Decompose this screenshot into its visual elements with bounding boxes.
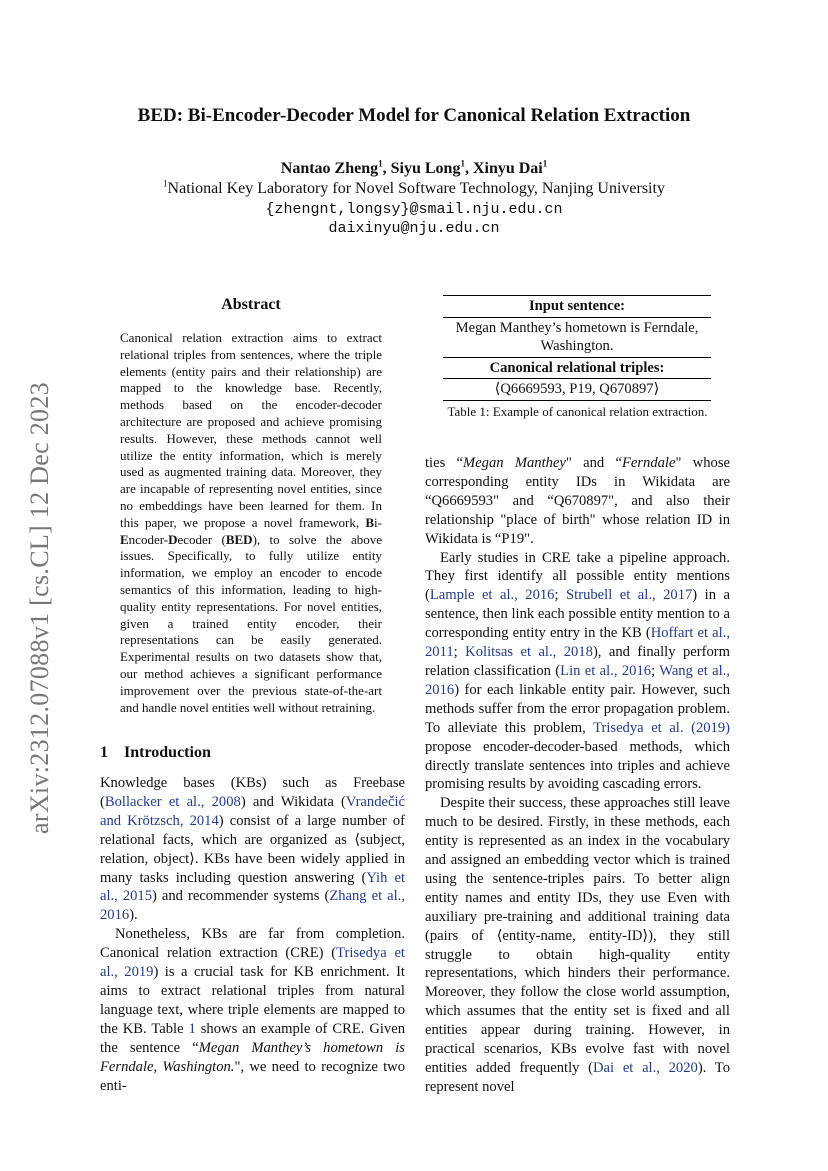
left-column-text (100, 774, 405, 1095)
email-line: {zhengnt,longsy}@smail.nju.edu.cn (265, 201, 563, 218)
email-line: daixinyu@nju.edu.cn (328, 220, 500, 237)
author-name: Nantao Zheng (280, 160, 379, 177)
text-run: " whose corresponding entity IDs in Wikidata are “Q6669593" and “Q670897", and also their relationship "place of birth" whose relation ID in Wikidata is “P19". (425, 455, 730, 547)
text-run: Megan Manthey (463, 455, 566, 471)
author-list: Nantao Zheng$^1$, Siyu Long$^1$, Xinyu Dai$^1$ (280, 158, 548, 177)
text-run: shows an example of CRE. Given the sentence “ (100, 1020, 405, 1056)
table-header-input: Input sentence: (443, 296, 711, 318)
citation-link[interactable]: Wang et al., 2016 (425, 662, 730, 698)
citation-link[interactable]: 1 (188, 1020, 196, 1037)
affiliation-text: National Key Laboratory for Novel Software Technology, Nanjing University (167, 180, 665, 197)
citation-link[interactable]: Hoffart et al., 2011 (425, 625, 730, 661)
arxiv-identifier: arXiv:2312.07088v1 [cs.CL] 12 Dec 2023 (25, 382, 54, 834)
table-input-sentence: Megan Manthey’s hometown is Ferndale, Washington. (443, 317, 711, 357)
text-run: ) in a sentence, then link each possible entity mention to a corresponding entity entry in the KB ( (425, 587, 730, 642)
text-run: Nonetheless, KBs are far from completion. Canonical relation extraction (CRE) ( (100, 926, 405, 962)
citation-link[interactable]: Bollacker et al., 2008 (104, 793, 241, 810)
text-run: ; (651, 662, 660, 679)
paragraph (100, 774, 405, 925)
text-run: ). (129, 907, 138, 924)
paragraph (100, 925, 405, 1095)
citation-link[interactable]: Strubell et al., 2017 (566, 587, 693, 604)
citation-link[interactable]: Zhang et al., 2016 (100, 888, 405, 924)
arxiv-side-stamp (25, 363, 55, 853)
table-caption: Table 1: Example of canonical relation extraction. (447, 404, 708, 419)
author-affiliation-mark: 1 (542, 158, 548, 169)
text-run: Early studies in CRE take a pipeline approach. They first identify all possible entity mentions ( (425, 549, 730, 604)
text-run: Megan Manthey’s hometown is Ferndale, Washington. (100, 1039, 405, 1075)
paragraph (425, 454, 730, 549)
citation-link[interactable]: Yih et al., 2015 (100, 869, 406, 905)
text-run: ; (554, 587, 567, 604)
abstract-body: Canonical relation extraction aims to extract relational triples from sentences, where the triple elements (entity pairs and their relationship) are mapped to the knowledge base. Recently, methods based on the encoder-decoder architecture are proposed and achieve promising results. However, these methods cannot well utilize the entity information, which is merely used as augmented training data. Moreover, they are incapable of representing novel entities, since no embeddings have been learned for them. In this paper, we propose a novel framework, Bi-Encoder-Decoder (BED), to solve the above issues. Specifically, to fully utilize entity information, we employ an encoder to encode semantics of this information, leading to high-quality entity representations. For novel entities, given a trained entity encoder, their representations can be easily generated. Experimental results on two datasets show that, our method achieves a significant performance improvement over the previous state-of-the-art and handle novel entities well without retraining. (120, 330, 382, 715)
text-run: " and “ (565, 455, 622, 471)
text-run: ). To represent novel (425, 1060, 730, 1095)
text-run: ) and recommender systems ( (152, 888, 330, 905)
text-run: Ferndale (621, 455, 676, 471)
citation-link[interactable]: Vrandečić and Krötzsch, 2014 (100, 793, 405, 829)
citation-link[interactable]: Lample et al., 2016 (429, 587, 555, 604)
text-run: ) for each linkable entity pair. However, such methods suffer from the error propagation problem. To alleviate this problem, (425, 681, 730, 736)
table-triples-value: ⟨Q6669593, P19, Q670897⟩ (443, 379, 711, 401)
affiliation (0, 180, 828, 198)
author-affiliation-mark: 1 (460, 158, 465, 169)
right-column-text (425, 454, 730, 1097)
text-run: ; (453, 644, 466, 661)
affiliation-mark: 1 (163, 178, 168, 189)
model-abbreviation: BED (225, 531, 253, 547)
citation-link[interactable]: Kolitsas et al., 2018 (465, 644, 593, 661)
section-title: Introduction (124, 744, 211, 761)
paragraph (425, 794, 730, 1097)
section-number: 1 (100, 744, 108, 761)
text-run: ties “ (425, 455, 464, 471)
paragraph (425, 549, 730, 795)
text-run: ) consist of a large number of relational facts, which are organized as ⟨subject, relation, object⟩. KBs have been widely applied in many tasks including question answering ( (100, 812, 406, 886)
author-name: Xinyu Dai (472, 160, 543, 177)
text-run: ), and finally perform relation classification ( (425, 644, 730, 679)
text-run: Despite their success, these approaches still leave much to be desired. Firstly, in these methods, each entity is represented as an index in the vocabulary and assigned an embedding vector which is trained using the sentence-triples pairs. To better align entity names and entity IDs, they use Even with auxiliary pre-training and additional training data (pairs of ⟨entity-name, entity-ID⟩), they still struggle to obtain high-quality entity representations, which hinders their performance. Moreover, they follow the close world assumption, which assumes that the entity set is fixed and all entities appear during training. However, in practical scenarios, KBs evolve fast with novel entities added frequently ( (425, 795, 730, 1076)
table-header-triples: Canonical relational triples: (443, 357, 711, 379)
text-run: ) is a crucial task for KB enrichment. It aims to extract relational triples from natural language text, where triple elements are mapped to the KB. Table (100, 964, 405, 1037)
text-run: ", we need to recognize two enti- (100, 1058, 406, 1094)
text-run: Knowledge bases (KBs) such as Freebase ( (100, 775, 405, 810)
citation-link[interactable]: Lin et al., 2016 (560, 662, 652, 679)
abstract-heading: Abstract (221, 296, 281, 313)
text-run: propose encoder-decoder-based methods, which directly translate sentences into triples and achieve promising results by avoiding cascading errors. (425, 738, 730, 793)
author-name: Siyu Long (390, 160, 461, 177)
author-affiliation-mark: 1 (378, 158, 383, 169)
section-heading-introduction (100, 744, 211, 762)
example-table (443, 295, 711, 401)
citation-link[interactable]: Dai et al., 2020 (593, 1060, 698, 1076)
citation-link[interactable]: Trisedya et al., 2019 (100, 945, 405, 981)
paper-title: BED: Bi-Encoder-Decoder Model for Canonical Relation Extraction (137, 105, 691, 126)
text-run: ) and Wikidata ( (240, 793, 346, 810)
citation-link[interactable]: Trisedya et al. (2019) (593, 719, 730, 736)
